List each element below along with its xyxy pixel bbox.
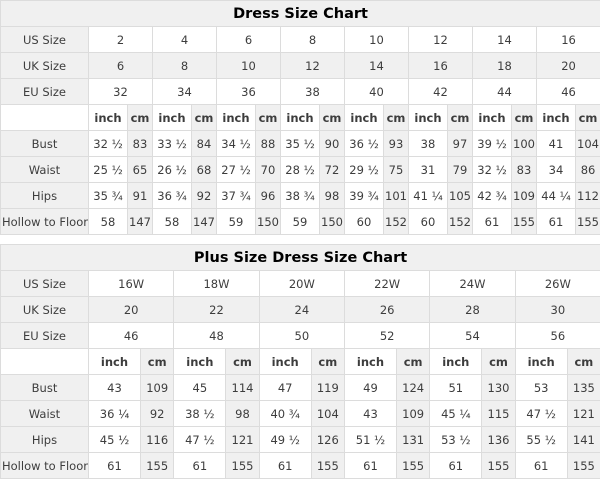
measure-cell: 155: [576, 209, 600, 235]
measure-cell: 34: [537, 157, 576, 183]
measure-cell: 83: [512, 157, 537, 183]
size-cell: 2: [89, 27, 153, 53]
unit-header-row: [1, 349, 600, 375]
unit-inch-cell: inch: [515, 349, 567, 375]
row-label: Bust: [1, 375, 89, 401]
measure-cell: 33 ½: [153, 131, 192, 157]
table-row: [1, 27, 600, 53]
row-label: EU Size: [1, 79, 89, 105]
size-cell: 16: [537, 27, 600, 53]
measure-cell: 155: [567, 453, 600, 479]
measure-cell: 147: [192, 209, 217, 235]
size-chart-table: [0, 244, 600, 479]
measure-cell: 32 ½: [473, 157, 512, 183]
measure-cell: 109: [141, 375, 174, 401]
measure-cell: 27 ½: [217, 157, 256, 183]
row-label: Hips: [1, 183, 89, 209]
row-label: EU Size: [1, 323, 89, 349]
measure-cell: 59: [281, 209, 320, 235]
measure-cell: 84: [192, 131, 217, 157]
size-chart-table: [0, 0, 600, 235]
measure-cell: 155: [512, 209, 537, 235]
measure-cell: 47: [259, 375, 311, 401]
unit-inch-cell: inch: [409, 105, 448, 131]
unit-cm-cell: cm: [567, 349, 600, 375]
size-cell: 10: [345, 27, 409, 53]
table-row: [1, 401, 600, 427]
measure-cell: 75: [384, 157, 409, 183]
measure-cell: 70: [256, 157, 281, 183]
size-cell: 6: [89, 53, 153, 79]
measure-cell: 121: [226, 427, 259, 453]
measure-cell: 150: [320, 209, 345, 235]
measure-cell: 83: [128, 131, 153, 157]
size-cell: 48: [174, 323, 259, 349]
measure-cell: 130: [482, 375, 515, 401]
unit-inch-cell: inch: [259, 349, 311, 375]
size-cell: 36: [217, 79, 281, 105]
table-row: [1, 183, 600, 209]
measure-cell: 31: [409, 157, 448, 183]
size-cell: 26: [344, 297, 429, 323]
row-label: Waist: [1, 157, 89, 183]
measure-cell: 150: [256, 209, 281, 235]
measure-cell: 104: [576, 131, 600, 157]
measure-cell: 61: [515, 453, 567, 479]
table-row: [1, 297, 600, 323]
measure-cell: 42 ¾: [473, 183, 512, 209]
measure-cell: 39 ½: [473, 131, 512, 157]
measure-cell: 35 ½: [281, 131, 320, 157]
measure-cell: 88: [256, 131, 281, 157]
size-cell: 42: [409, 79, 473, 105]
table-row: [1, 453, 600, 479]
table-row: [1, 53, 600, 79]
measure-cell: 58: [153, 209, 192, 235]
unit-header-row: [1, 105, 600, 131]
measure-cell: 90: [320, 131, 345, 157]
measure-cell: 68: [192, 157, 217, 183]
size-cell: 44: [473, 79, 537, 105]
measure-cell: 38 ½: [174, 401, 226, 427]
unit-cm-cell: cm: [512, 105, 537, 131]
measure-cell: 38 ¾: [281, 183, 320, 209]
table-row: [1, 131, 600, 157]
measure-cell: 44 ¼: [537, 183, 576, 209]
measure-cell: 97: [448, 131, 473, 157]
table-title: Dress Size Chart: [1, 1, 600, 27]
measure-cell: 147: [128, 209, 153, 235]
row-label: UK Size: [1, 297, 89, 323]
size-cell: 54: [430, 323, 515, 349]
measure-cell: 37 ¾: [217, 183, 256, 209]
size-cell: 46: [89, 323, 174, 349]
measure-cell: 61: [473, 209, 512, 235]
size-cell: 38: [281, 79, 345, 105]
measure-cell: 61: [259, 453, 311, 479]
unit-inch-cell: inch: [537, 105, 576, 131]
unit-inch-cell: inch: [89, 349, 141, 375]
unit-cm-cell: cm: [311, 349, 344, 375]
measure-cell: 53: [515, 375, 567, 401]
size-cell: 40: [345, 79, 409, 105]
measure-cell: 47 ½: [174, 427, 226, 453]
row-label: Bust: [1, 131, 89, 157]
measure-cell: 49: [344, 375, 396, 401]
size-cell: 10: [217, 53, 281, 79]
size-cell: 34: [153, 79, 217, 105]
measure-cell: 96: [256, 183, 281, 209]
size-cell: 22: [174, 297, 259, 323]
measure-cell: 115: [482, 401, 515, 427]
measure-cell: 155: [396, 453, 429, 479]
corner-cell: [1, 105, 89, 131]
row-label: Waist: [1, 401, 89, 427]
size-cell: 22W: [344, 271, 429, 297]
measure-cell: 45 ¼: [430, 401, 482, 427]
measure-cell: 28 ½: [281, 157, 320, 183]
measure-cell: 155: [311, 453, 344, 479]
size-cell: 18: [473, 53, 537, 79]
measure-cell: 105: [448, 183, 473, 209]
measure-cell: 55 ½: [515, 427, 567, 453]
measure-cell: 92: [141, 401, 174, 427]
size-cell: 18W: [174, 271, 259, 297]
measure-cell: 152: [384, 209, 409, 235]
measure-cell: 65: [128, 157, 153, 183]
measure-cell: 36 ½: [345, 131, 384, 157]
dress-size-chart-container: [0, 0, 600, 235]
measure-cell: 141: [567, 427, 600, 453]
size-cell: 8: [281, 27, 345, 53]
size-cell: 26W: [515, 271, 600, 297]
size-cell: 46: [537, 79, 600, 105]
table-row: [1, 209, 600, 235]
measure-cell: 41: [537, 131, 576, 157]
row-label: US Size: [1, 271, 89, 297]
unit-cm-cell: cm: [482, 349, 515, 375]
size-cell: 32: [89, 79, 153, 105]
measure-cell: 100: [512, 131, 537, 157]
unit-cm-cell: cm: [576, 105, 600, 131]
measure-cell: 92: [192, 183, 217, 209]
measure-cell: 61: [344, 453, 396, 479]
size-cell: 12: [409, 27, 473, 53]
measure-cell: 136: [482, 427, 515, 453]
unit-cm-cell: cm: [226, 349, 259, 375]
unit-inch-cell: inch: [174, 349, 226, 375]
measure-cell: 47 ½: [515, 401, 567, 427]
size-cell: 6: [217, 27, 281, 53]
measure-cell: 45 ½: [89, 427, 141, 453]
measure-cell: 116: [141, 427, 174, 453]
corner-cell: [1, 349, 89, 375]
measure-cell: 104: [311, 401, 344, 427]
table-row: [1, 323, 600, 349]
measure-cell: 126: [311, 427, 344, 453]
measure-cell: 39 ¾: [345, 183, 384, 209]
size-cell: 4: [153, 27, 217, 53]
measure-cell: 43: [344, 401, 396, 427]
table-row: [1, 271, 600, 297]
table-title-row: [1, 245, 600, 271]
unit-cm-cell: cm: [396, 349, 429, 375]
measure-cell: 49 ½: [259, 427, 311, 453]
measure-cell: 124: [396, 375, 429, 401]
measure-cell: 59: [217, 209, 256, 235]
measure-cell: 45: [174, 375, 226, 401]
size-cell: 20: [537, 53, 600, 79]
size-cell: 20W: [259, 271, 344, 297]
measure-cell: 121: [567, 401, 600, 427]
measure-cell: 61: [174, 453, 226, 479]
size-cell: 16: [409, 53, 473, 79]
measure-cell: 155: [226, 453, 259, 479]
measure-cell: 61: [89, 453, 141, 479]
measure-cell: 26 ½: [153, 157, 192, 183]
size-cell: 8: [153, 53, 217, 79]
measure-cell: 98: [226, 401, 259, 427]
size-cell: 52: [344, 323, 429, 349]
row-label: Hollow to Floor: [1, 453, 89, 479]
table-title-row: [1, 1, 600, 27]
unit-inch-cell: inch: [473, 105, 512, 131]
measure-cell: 38: [409, 131, 448, 157]
size-cell: 20: [89, 297, 174, 323]
unit-inch-cell: inch: [89, 105, 128, 131]
measure-cell: 155: [141, 453, 174, 479]
unit-cm-cell: cm: [192, 105, 217, 131]
measure-cell: 86: [576, 157, 600, 183]
measure-cell: 135: [567, 375, 600, 401]
unit-inch-cell: inch: [217, 105, 256, 131]
measure-cell: 35 ¾: [89, 183, 128, 209]
measure-cell: 25 ½: [89, 157, 128, 183]
unit-inch-cell: inch: [281, 105, 320, 131]
unit-inch-cell: inch: [430, 349, 482, 375]
size-cell: 12: [281, 53, 345, 79]
measure-cell: 58: [89, 209, 128, 235]
unit-cm-cell: cm: [256, 105, 281, 131]
unit-cm-cell: cm: [448, 105, 473, 131]
measure-cell: 36 ¼: [89, 401, 141, 427]
table-row: [1, 427, 600, 453]
table-title: Plus Size Dress Size Chart: [1, 245, 600, 271]
measure-cell: 61: [430, 453, 482, 479]
measure-cell: 53 ½: [430, 427, 482, 453]
table-row: [1, 375, 600, 401]
measure-cell: 93: [384, 131, 409, 157]
plus-size-dress-size-chart-container: [0, 244, 600, 479]
measure-cell: 109: [512, 183, 537, 209]
size-cell: 28: [430, 297, 515, 323]
table-row: [1, 157, 600, 183]
measure-cell: 60: [345, 209, 384, 235]
unit-inch-cell: inch: [344, 349, 396, 375]
measure-cell: 43: [89, 375, 141, 401]
size-cell: 30: [515, 297, 600, 323]
unit-cm-cell: cm: [141, 349, 174, 375]
row-label: US Size: [1, 27, 89, 53]
row-label: Hips: [1, 427, 89, 453]
measure-cell: 114: [226, 375, 259, 401]
size-cell: 56: [515, 323, 600, 349]
row-label: Hollow to Floor: [1, 209, 89, 235]
table-row: [1, 79, 600, 105]
measure-cell: 29 ½: [345, 157, 384, 183]
measure-cell: 119: [311, 375, 344, 401]
size-cell: 24W: [430, 271, 515, 297]
measure-cell: 34 ½: [217, 131, 256, 157]
measure-cell: 72: [320, 157, 345, 183]
measure-cell: 51 ½: [344, 427, 396, 453]
measure-cell: 152: [448, 209, 473, 235]
size-cell: 50: [259, 323, 344, 349]
measure-cell: 131: [396, 427, 429, 453]
measure-cell: 40 ¾: [259, 401, 311, 427]
measure-cell: 51: [430, 375, 482, 401]
unit-inch-cell: inch: [345, 105, 384, 131]
size-cell: 16W: [89, 271, 174, 297]
measure-cell: 91: [128, 183, 153, 209]
unit-inch-cell: inch: [153, 105, 192, 131]
measure-cell: 98: [320, 183, 345, 209]
unit-cm-cell: cm: [128, 105, 153, 131]
unit-cm-cell: cm: [384, 105, 409, 131]
measure-cell: 60: [409, 209, 448, 235]
measure-cell: 109: [396, 401, 429, 427]
measure-cell: 32 ½: [89, 131, 128, 157]
measure-cell: 41 ¼: [409, 183, 448, 209]
measure-cell: 36 ¾: [153, 183, 192, 209]
measure-cell: 61: [537, 209, 576, 235]
measure-cell: 112: [576, 183, 600, 209]
unit-cm-cell: cm: [320, 105, 345, 131]
size-cell: 24: [259, 297, 344, 323]
tables-gap: [0, 235, 600, 244]
measure-cell: 79: [448, 157, 473, 183]
measure-cell: 101: [384, 183, 409, 209]
row-label: UK Size: [1, 53, 89, 79]
size-cell: 14: [345, 53, 409, 79]
size-cell: 14: [473, 27, 537, 53]
measure-cell: 155: [482, 453, 515, 479]
